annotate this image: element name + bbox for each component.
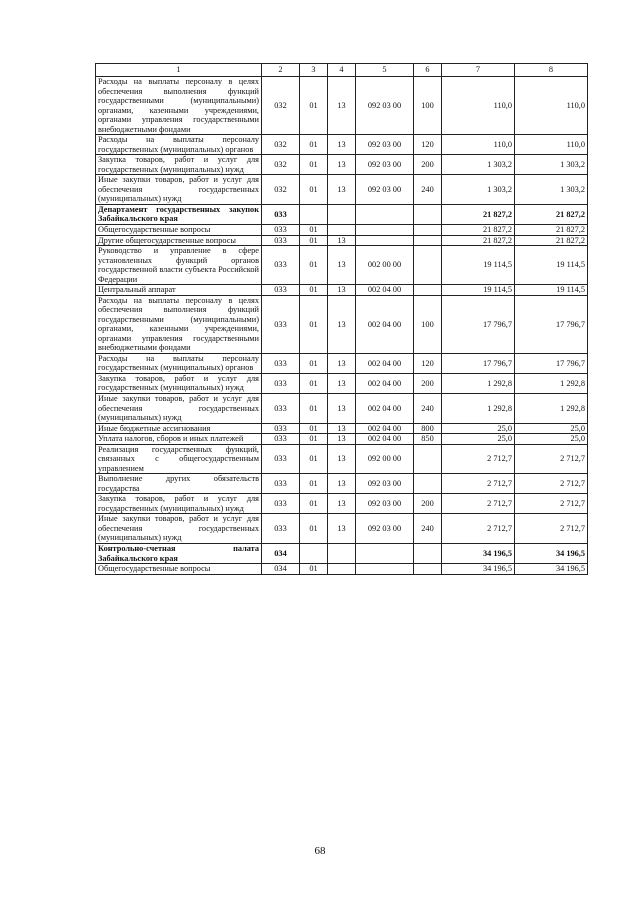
sum-2013-cell: 1 303,2 [442,175,515,205]
pr-cell: 13 [328,444,356,474]
pr-cell [328,224,356,235]
sum-2014-cell: 21 827,2 [515,224,588,235]
pr-cell: 13 [328,514,356,544]
vr-cell [414,474,442,494]
row-name-cell: Расходы на выплаты персоналу государственных (муниципальных) органов [96,135,262,155]
sum-2014-cell: 2 712,7 [515,514,588,544]
ved-cell: 033 [262,423,300,434]
rz-cell: 01 [300,353,328,373]
ved-cell: 033 [262,204,300,224]
sum-2014-cell: 34 196,5 [515,564,588,575]
table-row [96,295,588,353]
pr-cell [328,564,356,575]
table-row [96,224,588,235]
pr-cell: 13 [328,285,356,296]
sum-2013-cell: 34 196,5 [442,564,515,575]
ved-cell: 033 [262,494,300,514]
sum-2013-cell: 21 827,2 [442,204,515,224]
vr-cell [414,285,442,296]
table-row [96,423,588,434]
vr-cell [414,564,442,575]
table-row [96,204,588,224]
vr-cell [414,224,442,235]
column-header-3: 3 [300,64,328,77]
sum-2014-cell: 17 796,7 [515,295,588,353]
row-name-cell: Иные закупки товаров, работ и услуг для обеспечения государственных (муниципальных) нужд [96,514,262,544]
pr-cell: 13 [328,235,356,246]
table-row [96,543,588,563]
vr-cell: 800 [414,423,442,434]
sum-2014-cell: 21 827,2 [515,235,588,246]
ved-cell: 032 [262,135,300,155]
sum-2013-cell: 1 292,8 [442,394,515,424]
sum-2014-cell: 2 712,7 [515,494,588,514]
sum-2013-cell: 17 796,7 [442,353,515,373]
row-name-cell: Выполнение других обязательств государства [96,474,262,494]
ved-cell: 033 [262,224,300,235]
ved-cell: 033 [262,353,300,373]
pr-cell: 13 [328,423,356,434]
ved-cell: 033 [262,295,300,353]
sum-2013-cell: 25,0 [442,423,515,434]
csr-cell: 092 03 00 [356,514,414,544]
column-header-7: 7 [442,64,515,77]
rz-cell: 01 [300,77,328,135]
csr-cell: 092 03 00 [356,77,414,135]
vr-cell [414,235,442,246]
row-name-cell: Реализация государственных функций, связанных с общегосударственным управлением [96,444,262,474]
vr-cell: 200 [414,155,442,175]
row-name-cell: Общегосударственные вопросы [96,564,262,575]
ved-cell: 033 [262,373,300,393]
pr-cell: 13 [328,373,356,393]
sum-2013-cell: 2 712,7 [442,474,515,494]
rz-cell: 01 [300,564,328,575]
sum-2014-cell: 2 712,7 [515,444,588,474]
sum-2014-cell: 17 796,7 [515,353,588,373]
rz-cell: 01 [300,285,328,296]
sum-2013-cell: 19 114,5 [442,285,515,296]
rz-cell: 01 [300,373,328,393]
csr-cell: 092 03 00 [356,155,414,175]
csr-cell [356,204,414,224]
budget-table [95,63,588,575]
rz-cell: 01 [300,246,328,285]
sum-2013-cell: 1 303,2 [442,155,515,175]
sum-2014-cell: 19 114,5 [515,285,588,296]
sum-2013-cell: 2 712,7 [442,494,515,514]
ved-cell: 033 [262,514,300,544]
row-name-cell: Департамент государственных закупок Забайкальского края [96,204,262,224]
column-header-4: 4 [328,64,356,77]
pr-cell [328,204,356,224]
row-name-cell: Расходы на выплаты персоналу в целях обеспечения выполнения функций государственными (муниципальными) органами, казенными учреждениями, органами управления государственными внебюджетными фондами [96,295,262,353]
pr-cell [328,543,356,563]
sum-2014-cell: 1 303,2 [515,175,588,205]
sum-2014-cell: 1 292,8 [515,394,588,424]
csr-cell: 002 04 00 [356,285,414,296]
vr-cell: 200 [414,373,442,393]
csr-cell [356,543,414,563]
rz-cell: 01 [300,224,328,235]
csr-cell: 002 04 00 [356,373,414,393]
rz-cell: 01 [300,423,328,434]
vr-cell [414,204,442,224]
sum-2014-cell: 1 303,2 [515,155,588,175]
csr-cell: 002 04 00 [356,295,414,353]
sum-2014-cell: 1 292,8 [515,373,588,393]
rz-cell [300,204,328,224]
ved-cell: 033 [262,474,300,494]
rz-cell: 01 [300,235,328,246]
ved-cell: 032 [262,155,300,175]
rz-cell: 01 [300,175,328,205]
vr-cell: 240 [414,514,442,544]
pr-cell: 13 [328,494,356,514]
sum-2013-cell: 1 292,8 [442,373,515,393]
vr-cell [414,444,442,474]
sum-2013-cell: 2 712,7 [442,444,515,474]
ved-cell: 033 [262,246,300,285]
column-header-2: 2 [262,64,300,77]
ved-cell: 032 [262,175,300,205]
pr-cell: 13 [328,77,356,135]
rz-cell: 01 [300,295,328,353]
column-header-8: 8 [515,64,588,77]
csr-cell: 002 04 00 [356,353,414,373]
header-row [96,64,588,77]
ved-cell: 033 [262,394,300,424]
row-name-cell: Расходы на выплаты персоналу в целях обеспечения выполнения функций государственными (муниципальными) органами, казенными учреждениями, органами управления государственными внебюджетными фондами [96,77,262,135]
table-row [96,494,588,514]
csr-cell: 002 04 00 [356,423,414,434]
table-row [96,394,588,424]
pr-cell: 13 [328,394,356,424]
row-name-cell: Другие общегосударственные вопросы [96,235,262,246]
sum-2014-cell: 21 827,2 [515,204,588,224]
table-row [96,155,588,175]
sum-2013-cell: 110,0 [442,77,515,135]
csr-cell [356,235,414,246]
sum-2014-cell: 25,0 [515,423,588,434]
pr-cell: 13 [328,353,356,373]
table-row [96,246,588,285]
csr-cell: 092 03 00 [356,494,414,514]
csr-cell: 092 00 00 [356,444,414,474]
csr-cell [356,224,414,235]
rz-cell: 01 [300,444,328,474]
row-name-cell: Иные закупки товаров, работ и услуг для обеспечения государственных (муниципальных) нужд [96,394,262,424]
page-number: 68 [314,845,326,857]
csr-cell: 092 03 00 [356,474,414,494]
pr-cell: 13 [328,135,356,155]
ved-cell: 033 [262,285,300,296]
sum-2014-cell: 110,0 [515,135,588,155]
sum-2013-cell: 2 712,7 [442,514,515,544]
table-row [96,373,588,393]
rz-cell: 01 [300,514,328,544]
sum-2013-cell: 34 196,5 [442,543,515,563]
row-name-cell: Иные бюджетные ассигнования [96,423,262,434]
ved-cell: 034 [262,564,300,575]
csr-cell: 092 03 00 [356,135,414,155]
table-row [96,285,588,296]
vr-cell [414,246,442,285]
rz-cell: 01 [300,474,328,494]
sum-2014-cell: 19 114,5 [515,246,588,285]
row-name-cell: Иные закупки товаров, работ и услуг для обеспечения государственных (муниципальных) нужд [96,175,262,205]
table-row [96,175,588,205]
ved-cell: 033 [262,235,300,246]
ved-cell: 032 [262,77,300,135]
column-header-5: 5 [356,64,414,77]
sum-2014-cell: 110,0 [515,77,588,135]
sum-2014-cell: 25,0 [515,434,588,445]
table-row [96,235,588,246]
sum-2014-cell: 2 712,7 [515,474,588,494]
table-body [96,77,588,575]
csr-cell [356,564,414,575]
vr-cell [414,543,442,563]
vr-cell: 850 [414,434,442,445]
table-row [96,514,588,544]
row-name-cell: Общегосударственные вопросы [96,224,262,235]
sum-2013-cell: 25,0 [442,434,515,445]
column-header-1: 1 [96,64,262,77]
table-row [96,564,588,575]
row-name-cell: Закупка товаров, работ и услуг для государственных (муниципальных) нужд [96,155,262,175]
sum-2013-cell: 19 114,5 [442,246,515,285]
column-header-6: 6 [414,64,442,77]
rz-cell: 01 [300,434,328,445]
row-name-cell: Контрольно-счетная палата Забайкальского края [96,543,262,563]
row-name-cell: Закупка товаров, работ и услуг для государственных (муниципальных) нужд [96,494,262,514]
vr-cell: 120 [414,353,442,373]
ved-cell: 033 [262,444,300,474]
ved-cell: 034 [262,543,300,563]
pr-cell: 13 [328,295,356,353]
sum-2013-cell: 110,0 [442,135,515,155]
rz-cell: 01 [300,494,328,514]
row-name-cell: Центральный аппарат [96,285,262,296]
rz-cell [300,543,328,563]
vr-cell: 200 [414,494,442,514]
sum-2013-cell: 17 796,7 [442,295,515,353]
row-name-cell: Руководство и управление в сфере установленных функций органов государственной власти субъекта Российской Федерации [96,246,262,285]
rz-cell: 01 [300,155,328,175]
row-name-cell: Расходы на выплаты персоналу государственных (муниципальных) органов [96,353,262,373]
row-name-cell: Уплата налогов, сборов и иных платежей [96,434,262,445]
vr-cell: 240 [414,175,442,205]
csr-cell: 002 04 00 [356,394,414,424]
ved-cell: 033 [262,434,300,445]
vr-cell: 100 [414,77,442,135]
table-row [96,77,588,135]
table-row [96,474,588,494]
pr-cell: 13 [328,175,356,205]
csr-cell: 002 04 00 [356,434,414,445]
vr-cell: 120 [414,135,442,155]
table-row [96,434,588,445]
pr-cell: 13 [328,246,356,285]
sum-2013-cell: 21 827,2 [442,235,515,246]
csr-cell: 092 03 00 [356,175,414,205]
pr-cell: 13 [328,474,356,494]
table-row [96,135,588,155]
table-row [96,353,588,373]
rz-cell: 01 [300,394,328,424]
pr-cell: 13 [328,434,356,445]
table-row [96,444,588,474]
sum-2013-cell: 21 827,2 [442,224,515,235]
vr-cell: 100 [414,295,442,353]
pr-cell: 13 [328,155,356,175]
vr-cell: 240 [414,394,442,424]
csr-cell: 002 00 00 [356,246,414,285]
sum-2014-cell: 34 196,5 [515,543,588,563]
rz-cell: 01 [300,135,328,155]
row-name-cell: Закупка товаров, работ и услуг для государственных (муниципальных) нужд [96,373,262,393]
